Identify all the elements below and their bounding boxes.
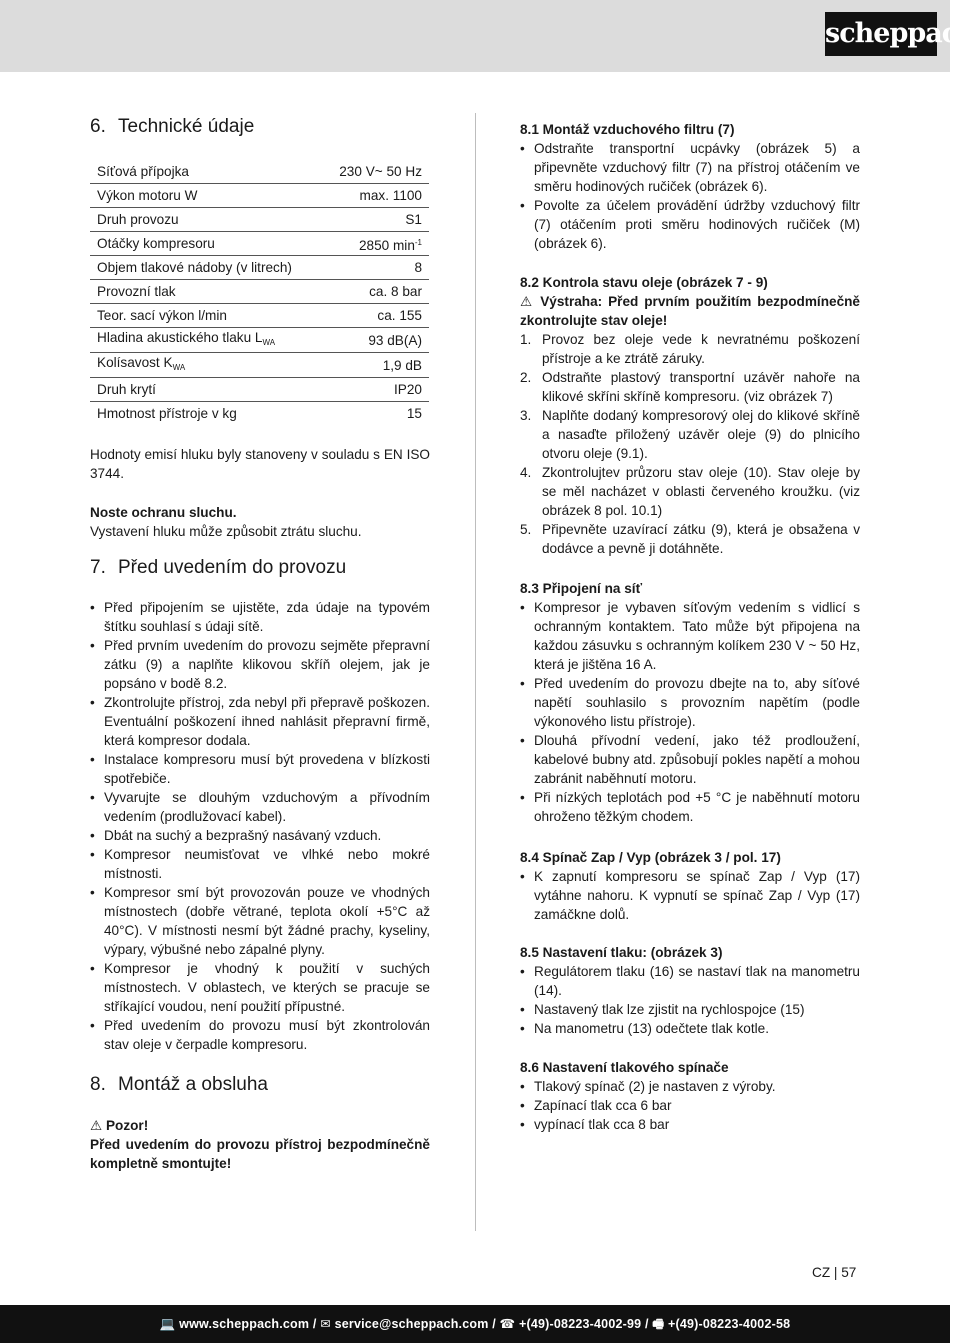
spec-label-text: Druh provozu [97, 212, 179, 227]
spec-label-text: Otáčky kompresoru [97, 236, 215, 251]
spec-value [322, 304, 429, 328]
spec-value-text: IP20 [394, 382, 422, 397]
spec-value [322, 280, 429, 304]
spec-label [90, 232, 322, 256]
spec-value-text: 1,9 dB [382, 357, 422, 373]
spec-value-superscript: -1 [414, 237, 422, 247]
list-item: • Kompresor je vhodný k použití v suchých místnostech. V oblastech, ve kterých se pracuje se stříkající voudou, není použití přípustné. [90, 959, 430, 1016]
header-bar [0, 0, 976, 72]
numbered-item [520, 330, 860, 368]
list-item: • vypínací tlak cca 8 bar [520, 1115, 860, 1134]
spec-row [90, 280, 429, 304]
item-number: 4. [520, 465, 532, 480]
spec-label [90, 160, 322, 184]
column-divider [475, 113, 476, 1231]
section-7-heading: 7. Před uvedením do provozu [90, 557, 347, 578]
item-text: Zkontrolujtev průzoru stav oleje (10). Stav oleje by se měl nacházet v oblasti červeného kroužku. (viz obrázek 8 pol. 10.1) [542, 465, 860, 518]
numbered-item [520, 406, 860, 463]
list-item: • Nastavený tlak lze zjistit na rychlospojce (15) [520, 1000, 860, 1019]
spec-value [322, 402, 429, 426]
page-number: CZ | 57 [812, 1265, 857, 1280]
spec-label [90, 256, 322, 280]
list-item: • Před uvedením do provozu musí být zkontrolován stav oleje v čerpadle kompresoru. [90, 1016, 430, 1054]
spec-label [90, 304, 322, 328]
hearing-warning-title: Noste ochranu sluchu. [90, 505, 237, 520]
list-item: • Zapínací tlak cca 6 bar [520, 1096, 860, 1115]
list-item: • Vyvarujte se dlouhým vzduchovým a přívodním vedením (prodlužovací kabel). [90, 788, 430, 826]
item-number: 2. [520, 370, 532, 385]
s81-title: 8.1 Montáž vzduchového filtru (7) [520, 122, 735, 137]
item-text: Naplňte dodaný kompresorový olej do klikové skříně a nasaďte přiložený uzávěr oleje (9) do plnicího otvoru oleje (9.1). [542, 408, 860, 461]
list-item: • Na manometru (13) odečtete tlak kotle. [520, 1019, 860, 1038]
list-item: • Regulátorem tlaku (16) se nastaví tlak na manometru (14). [520, 962, 860, 1000]
s86-list [520, 1077, 860, 1134]
spec-row [90, 304, 429, 328]
s85-list [520, 962, 860, 1038]
list-item: • Kompresor je vybaven síťovým vedením s vidlicí s ochranným kontaktem. Tato může být připojena na každou zásuvku s ochranným kolíkem 230 V ~ 50 Hz, která je jištěna 16 A. [520, 598, 860, 674]
spec-row [90, 378, 429, 402]
list-item: • Před uvedením do provozu dbejte na to, aby síťové napětí souhlasilo s provozním napětím (podle výkonového listu přístroje). [520, 674, 860, 731]
s82-warning: ⚠ Výstraha: Před prvním použitím bezpodmínečně zkontrolujte stav oleje! [520, 294, 860, 328]
spec-label [90, 184, 322, 208]
spec-row [90, 184, 429, 208]
caution-text: Před uvedením do provozu přístroj bezpodmínečně kompletně smontujte! [90, 1137, 430, 1171]
spec-label-text: Kolísavost K [97, 355, 173, 370]
spec-value-text: ca. 8 bar [369, 284, 422, 299]
section-8-heading: 8. Montáž a obsluha [90, 1074, 268, 1095]
spec-value-text: 93 dB(A) [368, 332, 422, 348]
spec-value [322, 353, 429, 378]
spec-label [90, 208, 322, 232]
spec-label-text: Teor. sací výkon l/min [97, 308, 227, 323]
list-item: • Před připojením se ujistěte, zda údaje na typovém štítku souhlasí s údaji sítě. [90, 598, 430, 636]
spec-row [90, 208, 429, 232]
list-item: • Tlakový spínač (2) je nastaven z výroby. [520, 1077, 860, 1096]
spec-value [322, 184, 429, 208]
spec-row [90, 160, 429, 184]
s85-title: 8.5 Nastavení tlaku: (obrázek 3) [520, 945, 723, 960]
spec-label [90, 378, 322, 402]
spec-label-subscript: WA [172, 363, 186, 372]
s86-title: 8.6 Nastavení tlakového spínače [520, 1060, 729, 1075]
spec-row [90, 256, 429, 280]
noise-note: Hodnoty emisí hluku byly stanoveny v souladu s EN ISO 3744. [90, 447, 430, 481]
list-item: • Odstraňte transportní ucpávky (obrázek 5) a připevněte vzduchový filtr (7) na přístroj otáčením ve směru hodinových ručiček (obrázek 6). [520, 139, 860, 196]
numbered-item [520, 368, 860, 406]
list-item: • Při nízkých teplotách pod +5 °C je naběhnutí motoru ohroženo těžkým chodem. [520, 788, 860, 826]
spec-value [322, 208, 429, 232]
spec-label [90, 402, 322, 426]
spec-label-text: Objem tlakové nádoby (v litrech) [97, 260, 292, 275]
spec-label-text: Druh krytí [97, 382, 156, 397]
s81-list [520, 139, 860, 253]
spec-value-text: ca. 155 [377, 308, 422, 323]
s82-list [520, 330, 860, 558]
s83-list [520, 598, 860, 826]
spec-value [322, 160, 429, 184]
spec-value-text: S1 [405, 212, 422, 227]
list-item: • Dbát na suchý a bezprašný nasávaný vzduch. [90, 826, 430, 845]
spec-label-text: Síťová přípojka [97, 164, 189, 179]
list-item: • Zkontrolujte přístroj, zda nebyl při přepravě poškozen. Eventuální poškození ihned nahlásit přepravní firmě, která kompresor dodala. [90, 693, 430, 750]
spec-label-text: Hladina akustického tlaku L [97, 330, 263, 345]
numbered-item [520, 463, 860, 520]
spec-label-text: Hmotnost přístroje v kg [97, 406, 237, 421]
spec-row [90, 232, 429, 256]
spec-value [322, 256, 429, 280]
spec-table [90, 160, 429, 425]
spec-value [322, 378, 429, 402]
list-item: • Kompresor smí být provozován pouze ve vhodných místnostech (dobře větrané, teplota okolí +5°C až 40°C). V místnosti nesmí být žádné prachy, kyseliny, výpary, výbušné nebo zápalné plyny. [90, 883, 430, 959]
list-item: • Kompresor neumisťovat ve vlhké nebo mokré místnosti. [90, 845, 430, 883]
list-item: • Povolte za účelem provádění údržby vzduchový filtr (7) otáčením proti směru hodinových ručiček (M) (obrázek 6). [520, 196, 860, 253]
caution-title: ⚠ Pozor! [90, 1118, 149, 1133]
spec-value-text: max. 1100 [359, 188, 422, 203]
section-6-heading: 6. Technické údaje [90, 116, 255, 137]
numbered-item [520, 520, 860, 558]
s83-title: 8.3 Připojení na síť [520, 581, 643, 596]
s84-title: 8.4 Spínač Zap / Vyp (obrázek 3 / pol. 17) [520, 850, 781, 865]
list-item: • Instalace kompresoru musí být provedena v blízkosti spotřebiče. [90, 750, 430, 788]
footer-bar [0, 1305, 950, 1343]
footer-contact-text: 💻 www.scheppach.com / ✉ service@scheppach.com / ☎ +(49)-08223-4002-99 / 🖷 +(49)-08223-4002-58 [159, 1317, 791, 1331]
spec-label [90, 328, 322, 353]
spec-label-subscript: WA [262, 338, 276, 347]
item-number: 1. [520, 332, 532, 347]
item-number: 3. [520, 408, 532, 423]
list-item: • K zapnutí kompresoru se spínač Zap / Vyp (17) vytáhne nahoru. K vypnutí se spínač Zap / Vyp (17) zamáčkne dolů. [520, 867, 860, 924]
spec-label [90, 280, 322, 304]
list-item: • Dlouhá přívodní vedení, jako též prodloužení, kabelové bubny atd. způsobují pokles napětí a mohou zabránit naběhnutí motoru. [520, 731, 860, 788]
spec-row [90, 328, 429, 353]
spec-value-text: 230 V~ 50 Hz [339, 164, 422, 179]
item-text: Provoz bez oleje vede k nevratnému poškození přístroje a ke ztrátě záruky. [542, 332, 860, 366]
spec-label [90, 353, 322, 378]
s82-title: 8.2 Kontrola stavu oleje (obrázek 7 - 9) [520, 275, 768, 290]
item-text: Připevněte uzavírací zátku (9), která je obsažena v dodávce a pevně ji dotáhněte. [542, 522, 860, 556]
item-text: Odstraňte plastový transportní uzávěr nahoře na klikové skříni skříně kompresoru. (viz obrázek 7) [542, 370, 860, 404]
spec-value [322, 232, 429, 256]
spec-value-text: 2850 min [358, 237, 415, 253]
spec-label-text: Výkon motoru W [97, 188, 198, 203]
scheppach-logo: scheppach [825, 12, 937, 56]
section-7-list [90, 598, 430, 1054]
spec-row [90, 353, 429, 378]
spec-label-text: Provozní tlak [97, 284, 176, 299]
spec-value-text: 8 [414, 260, 422, 275]
spec-row [90, 402, 429, 426]
spec-value-text: 15 [406, 406, 422, 421]
item-number: 5. [520, 522, 532, 537]
spec-value [322, 328, 429, 353]
hearing-warning-text: Vystavení hluku může způsobit ztrátu sluchu. [90, 524, 362, 539]
s84-list [520, 867, 860, 924]
list-item: • Před prvním uvedením do provozu sejměte přepravní zátku (9) a naplňte klikovou skříň olejem, jak je popsáno v bodě 8.2. [90, 636, 430, 693]
